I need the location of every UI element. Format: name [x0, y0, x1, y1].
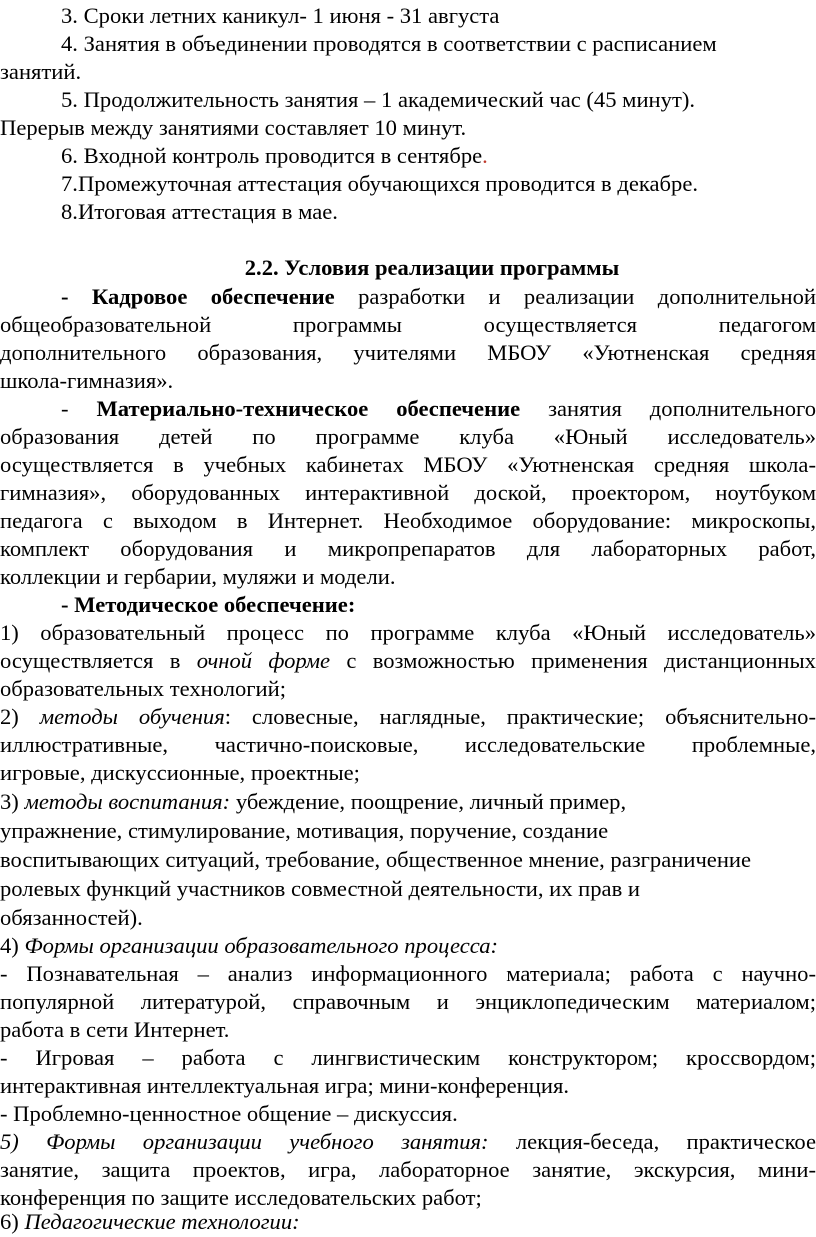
- text-line: [0, 478, 816, 508]
- text-line: [0, 338, 816, 368]
- text-line: [0, 141, 816, 171]
- text-span: образовательных технологий;: [0, 676, 287, 701]
- text-span: 5. Продолжительность занятия – 1 академический час (45 минут).: [61, 87, 695, 112]
- text-line: [0, 903, 816, 933]
- text-line: [0, 618, 816, 648]
- text-line: [0, 1071, 816, 1101]
- text-span: образования детей по программе клуба «Юный исследователь»: [0, 424, 816, 449]
- text-line: [0, 1099, 816, 1129]
- text-span: : словесные, наглядные, практические; объяснительно-: [224, 704, 816, 729]
- text-span: дополнительного образования, учителями МБОУ «Уютненская средняя: [0, 340, 816, 365]
- text-line: [0, 674, 816, 704]
- text-line: [0, 85, 816, 115]
- text-line: [0, 534, 816, 564]
- text-span: 7.Промежуточная аттестация обучающихся проводится в декабре.: [61, 171, 699, 196]
- text-span: игровые, дискуссионные, проектные;: [0, 760, 360, 785]
- text-span: 3): [0, 789, 25, 814]
- text-span: интерактивная интеллектуальная игра; мини-конференция.: [0, 1073, 569, 1098]
- text-span: 8.Итоговая аттестация в мае.: [61, 199, 338, 224]
- text-span: .: [482, 143, 488, 168]
- text-line: [0, 1043, 816, 1073]
- text-span: - Кадровое обеспечение: [61, 284, 335, 309]
- section-heading: [0, 253, 816, 283]
- text-line: [0, 1155, 816, 1185]
- text-line: [0, 169, 816, 199]
- text-line: [0, 422, 816, 452]
- text-span: 4. Занятия в объединении проводятся в соответствии с расписанием: [61, 31, 717, 56]
- text-span: - Игровая – работа с лингвистическим конструктором; кроссвордом;: [0, 1045, 816, 1070]
- text-span: 2): [0, 704, 40, 729]
- text-span: лекция-беседа, практическое: [488, 1129, 816, 1154]
- text-span: осуществляется в: [0, 648, 197, 673]
- text-span: методы обучения: [39, 704, 225, 729]
- text-span: убеждение, поощрение, личный пример,: [230, 789, 627, 814]
- text-line: [0, 1127, 816, 1157]
- text-span: 4): [0, 933, 25, 958]
- text-line: [0, 506, 816, 536]
- text-span: воспитывающих ситуаций, требование, общественное мнение, разграничение: [0, 847, 752, 872]
- text-line: [0, 310, 816, 340]
- text-span: - Познавательная – анализ информационного материала; работа с научно-: [0, 961, 816, 986]
- text-span: занятие, защита проектов, игра, лабораторное занятие, экскурсия, мини-: [0, 1157, 816, 1182]
- text-span: обязанностей).: [0, 905, 143, 930]
- text-span: коллекции и гербарии, муляжи и модели.: [0, 564, 396, 589]
- text-line: [0, 816, 816, 846]
- text-span: Педагогические технологии:: [24, 1209, 300, 1234]
- text-span: популярной литературой, справочным и энциклопедическим материалом;: [0, 989, 816, 1014]
- text-line: [0, 366, 816, 396]
- text-span: 5) Формы организации учебного занятия:: [0, 1129, 489, 1154]
- text-line: [0, 959, 816, 989]
- text-span: 6. Входной контроль проводится в сентябре: [61, 143, 483, 168]
- text-line: [0, 758, 816, 788]
- text-span: 6): [0, 1209, 25, 1234]
- text-line: [0, 702, 816, 732]
- heading-text: 2.2. Условия реализации программы: [244, 255, 620, 280]
- text-span: -: [61, 396, 97, 421]
- text-line: [0, 1015, 816, 1045]
- text-line: [0, 646, 816, 676]
- text-line: [0, 29, 816, 59]
- text-span: Перерыв между занятиями составляет 10 минут.: [0, 115, 467, 140]
- text-line: [0, 845, 816, 875]
- text-span: очной форме: [196, 648, 331, 673]
- text-span: комплект оборудования и микропрепаратов для лабораторных работ,: [0, 536, 816, 561]
- text-span: упражнение, стимулирование, мотивация, поручение, создание: [0, 818, 609, 843]
- text-span: Материально-техническое обеспечение: [96, 396, 521, 421]
- text-span: педагога с выходом в Интернет. Необходимое оборудование: микроскопы,: [0, 508, 816, 533]
- text-line: [0, 394, 816, 424]
- text-span: общеобразовательной программы осуществляется педагогом: [0, 312, 816, 337]
- text-line: [0, 450, 816, 480]
- text-span: разработки и реализации дополнительной: [334, 284, 816, 309]
- text-line: [0, 282, 816, 312]
- text-line: [0, 787, 816, 817]
- text-line: [0, 1, 816, 31]
- text-span: занятия дополнительного: [520, 396, 816, 421]
- text-span: - Проблемно-ценностное общение – дискуссия.: [0, 1101, 458, 1126]
- text-span: иллюстративные, частично-поисковые, исследовательские проблемные,: [0, 732, 816, 757]
- text-line: [0, 987, 816, 1017]
- text-line: [0, 730, 816, 760]
- text-span: методы воспитания:: [24, 789, 231, 814]
- text-span: занятий.: [0, 59, 82, 84]
- text-line: [0, 874, 816, 904]
- text-span: школа-гимназия».: [0, 368, 174, 393]
- text-line: [0, 1207, 816, 1237]
- text-span: - Методическое обеспечение:: [61, 592, 356, 617]
- text-line: [0, 931, 816, 961]
- text-span: работа в сети Интернет.: [0, 1017, 230, 1042]
- text-span: с возможностью применения дистанционных: [330, 648, 816, 673]
- text-span: гимназия», оборудованных интерактивной доской, проектором, ноутбуком: [0, 480, 816, 505]
- text-span: осуществляется в учебных кабинетах МБОУ «Уютненская средняя школа-: [0, 452, 816, 477]
- text-span: Формы организации образовательного процесса:: [24, 933, 499, 958]
- text-span: 3. Сроки летних каникул- 1 июня - 31 августа: [61, 3, 500, 28]
- text-line: [0, 113, 816, 143]
- text-span: ролевых функций участников совместной деятельности, их прав и: [0, 876, 640, 901]
- text-line: [0, 590, 816, 620]
- text-line: [0, 197, 816, 227]
- text-line: [0, 562, 816, 592]
- text-line: [0, 57, 816, 87]
- text-span: конференция по защите исследовательских работ;: [0, 1185, 482, 1210]
- text-span: 1) образовательный процесс по программе клуба «Юный исследователь»: [0, 620, 816, 645]
